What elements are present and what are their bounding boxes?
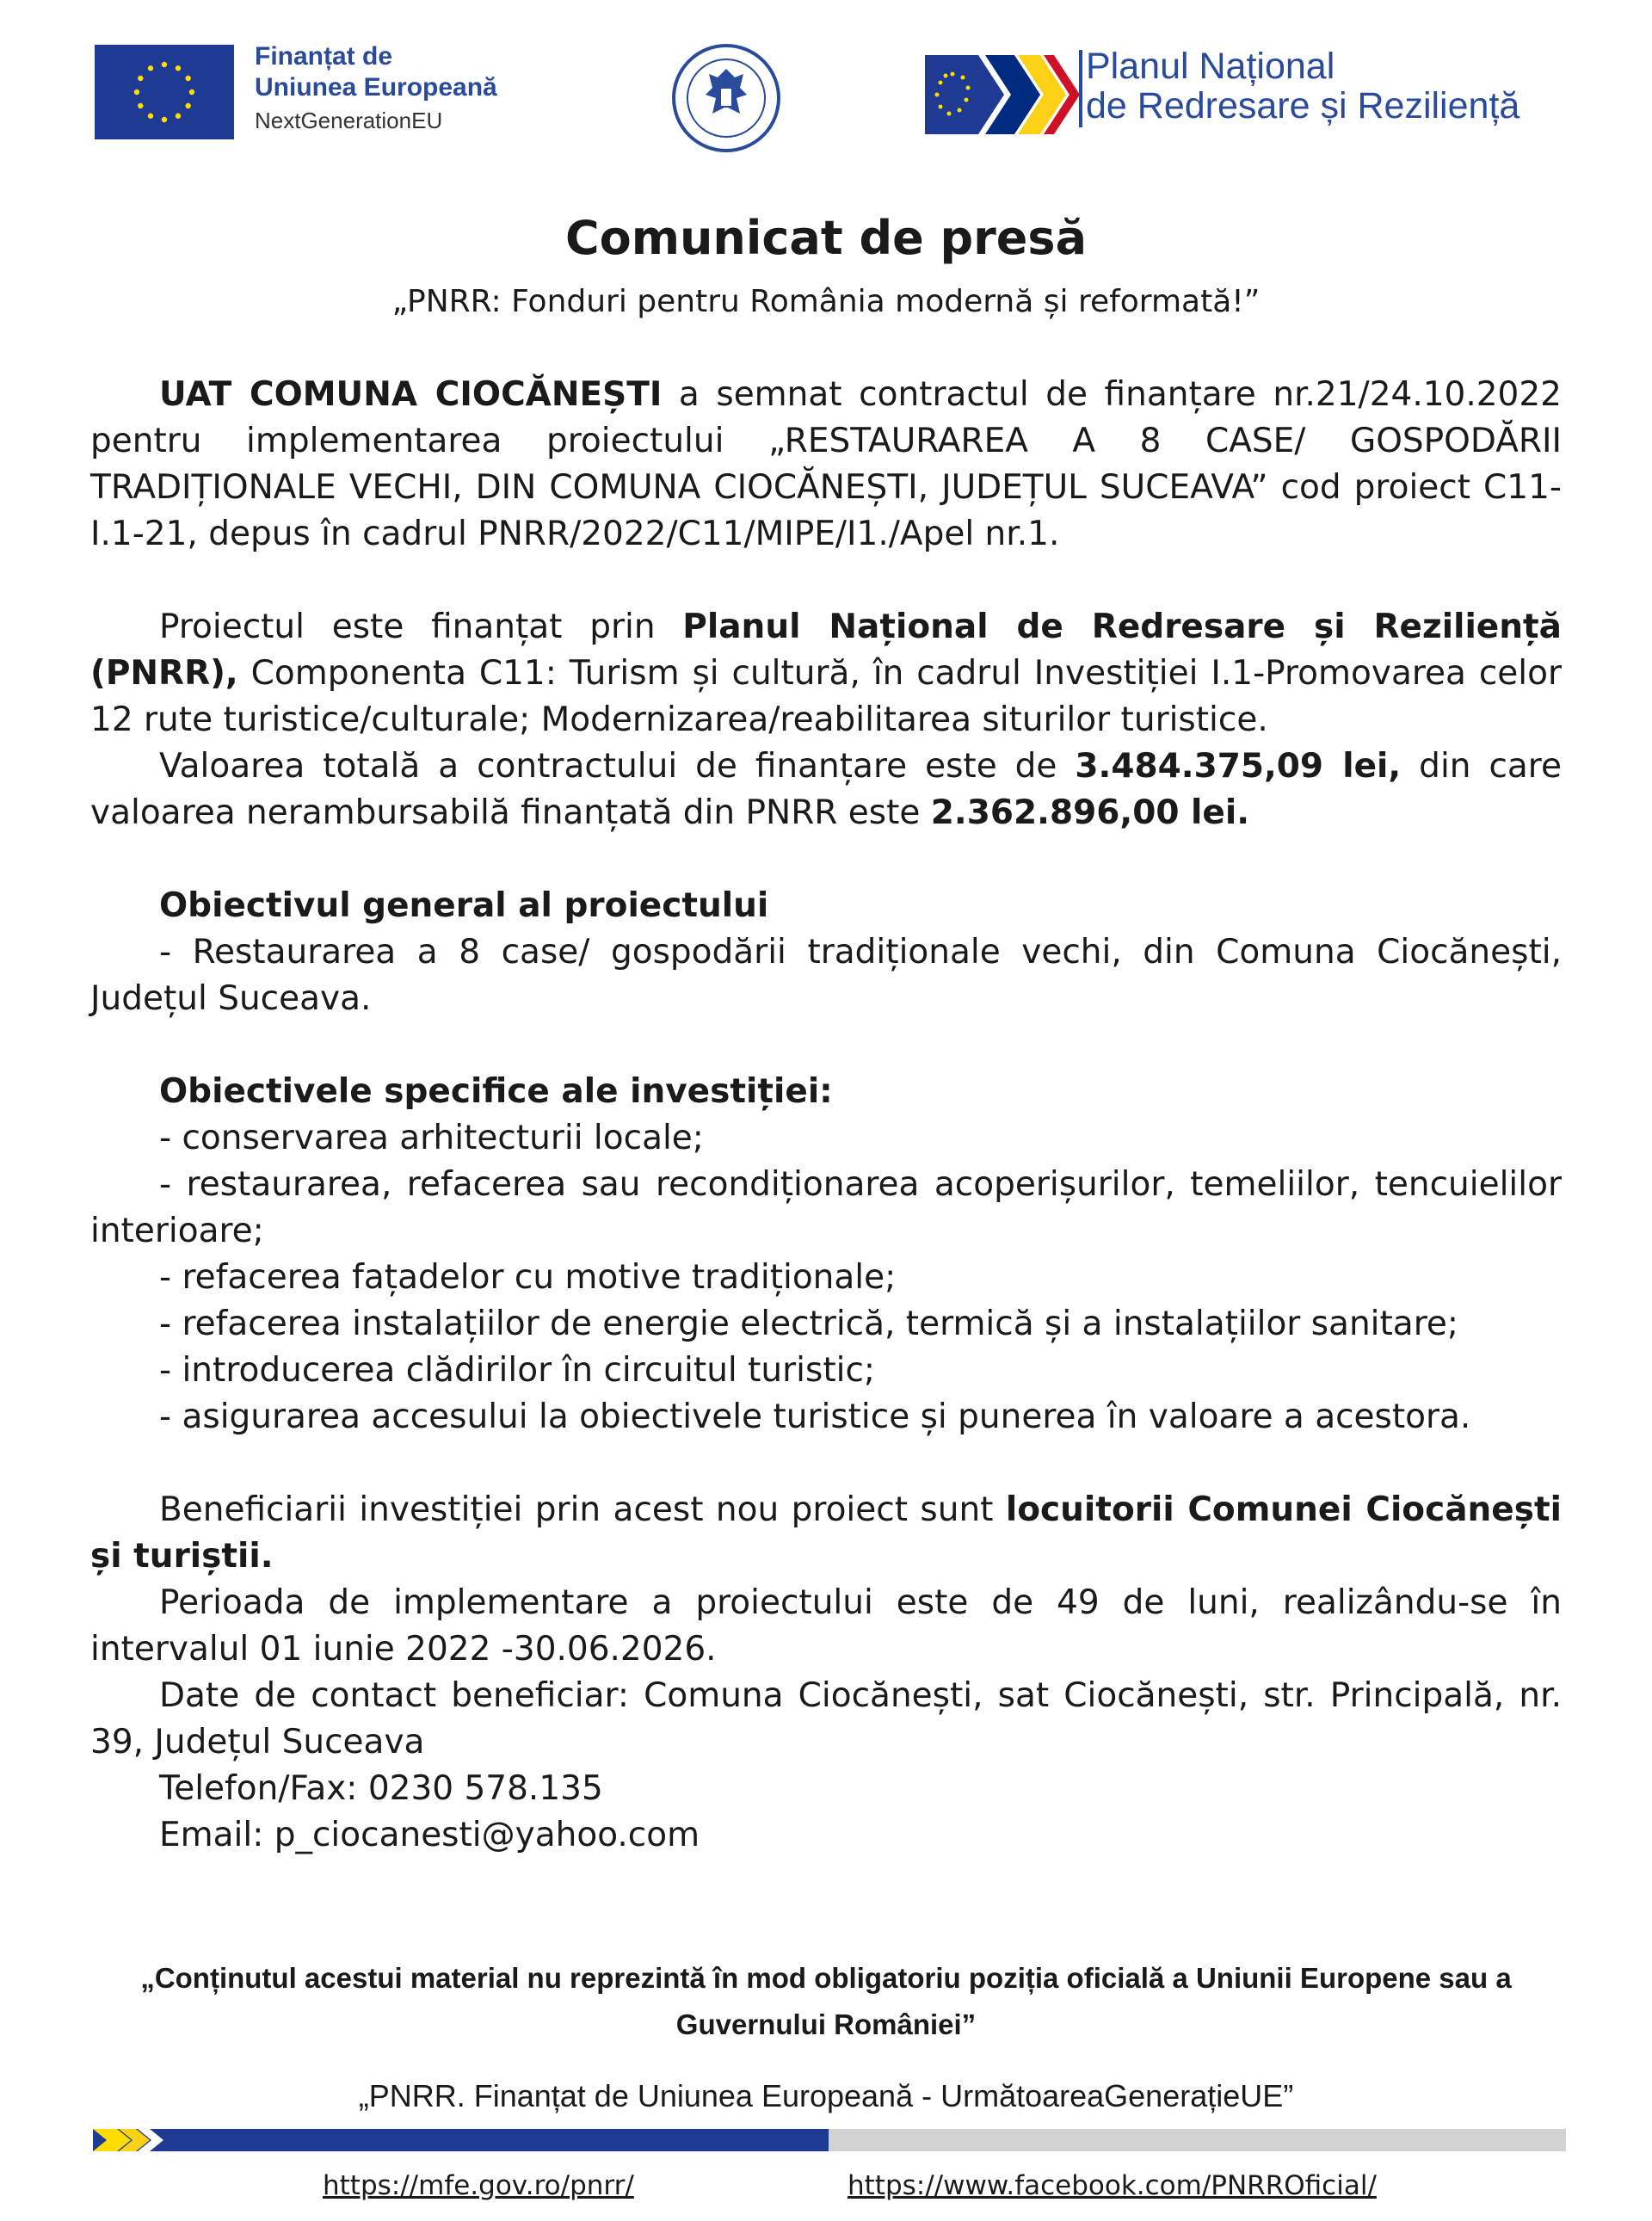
eu-star-icon <box>186 103 191 108</box>
beneficiaries-bold: locuitorii Comunei Ciocănești și turiștii. <box>90 1490 1562 1576</box>
header <box>0 34 1652 155</box>
specific-objectives-heading: Obiectivele specifice ale investiției: <box>159 1072 833 1111</box>
pnrr-line-1: Planul Național <box>1086 46 1335 87</box>
eu-star-icon <box>162 117 167 122</box>
contact-address: Date de contact beneficiar: Comuna Ciocănești, sat Ciocănești, str. Principală, nr. 39, Județul Suceava <box>90 1676 1562 1761</box>
general-objective-heading: Obiectivul general al proiectului <box>159 886 769 925</box>
list-item: - asigurarea accesului la obiectivele turistice și punerea în valoare a acestora. <box>159 1397 1471 1436</box>
eu-star-icon <box>176 65 181 71</box>
general-objective-text: - Restaurarea a 8 case/ gospodării tradiționale vechi, din Comuna Ciocănești, Județul Suceava. <box>90 933 1562 1018</box>
list-item: - restaurarea, refacerea sau recondiționarea acoperișurilor, temeliilor, tencuielilor interioare; <box>90 1165 1562 1250</box>
contact-email: Email: p_ciocanesti@yahoo.com <box>159 1816 700 1854</box>
list-item: - refacerea fațadelor cu motive tradiționale; <box>159 1258 897 1297</box>
eu-star-icon <box>138 103 143 108</box>
pnrr-line-2: de Redresare și Reziliență <box>1086 85 1520 126</box>
mfe-link[interactable]: https://mfe.gov.ro/pnrr/ <box>323 2170 634 2201</box>
pnrr-label <box>1086 46 1519 126</box>
funding-text-2: Componenta C11: Turism și cultură, în cadrul Investiției I.1-Promovarea celor 12 rute turistice/culturale; Modernizarea/reabilitarea siturilor turistice. <box>90 654 1562 739</box>
beneficiaries-paragraph <box>90 1487 1562 1580</box>
period-paragraph: Perioada de implementare a proiectului este de 49 de luni, realizându-se în intervalul 01 iunie 2022 -30.06.2026. <box>90 1583 1562 1669</box>
value-text-1: Valoarea totală a contractului de finanțare este de <box>159 747 1076 786</box>
eu-star-icon <box>148 114 153 119</box>
list-item: - introducerea clădirilor în circuitul turistic; <box>159 1351 876 1390</box>
footer-tagline: „PNRR. Finanțat de Uniunea Europeană - UrmătoareaGenerațieUE” <box>358 2078 1294 2113</box>
total-value: 3.484.375,09 lei, <box>1075 747 1402 786</box>
disclaimer: „Conținutul acestui material nu reprezintă în mod obligatoriu poziția oficială a Uniunii Europene sau a Guvernului României” <box>140 1962 1512 2040</box>
list-item: - conservarea arhitecturii locale; <box>159 1119 704 1157</box>
facebook-link[interactable]: https://www.facebook.com/PNRROficial/ <box>848 2170 1377 2201</box>
eu-line-1: Finanțat de <box>255 42 393 71</box>
contact-phone: Telefon/Fax: 0230 578.135 <box>159 1769 603 1808</box>
pnrr-divider <box>1079 50 1082 127</box>
eu-line-2: Uniunea Europeană <box>255 73 497 102</box>
beneficiaries-text: Beneficiarii investiției prin acest nou proiect sunt <box>159 1490 1006 1529</box>
page-title: Comunicat de presă <box>564 211 1088 265</box>
pnrr-name: Planul Național de Redresare și Reziliență (PNRR), <box>90 608 1562 693</box>
value-paragraph <box>90 743 1562 836</box>
pnrr-logo-icon <box>925 43 1080 146</box>
press-release-body <box>90 372 1562 1859</box>
footer-bar <box>93 2125 1566 2155</box>
eu-star-icon <box>189 89 194 95</box>
contract-text: a semnat contractul de finanțare nr.21/24.10.2022 pentru implementarea proiectului „RESTAURAREA A 8 CASE/ GOSPODĂRII TRADIȚIONALE VECHI, DIN COMUNA CIOCĂNEȘTI, JUDEȚUL SUCEAVA” cod proiect C11-I.1-21, depus în cadrul PNRR/2022/C11/MIPE/I1./Apel nr.1. <box>90 375 1562 553</box>
eu-line-3: NextGenerationEU <box>255 108 443 133</box>
eu-star-icon <box>186 76 191 81</box>
eu-funding-label <box>255 41 497 136</box>
government-seal-icon <box>671 43 781 153</box>
page-subtitle: „PNRR: Fonduri pentru România modernă și reformată!” <box>391 284 1261 319</box>
eu-star-icon <box>162 62 167 67</box>
eu-flag-icon <box>95 45 234 139</box>
funding-text-1: Proiectul este finanțat prin <box>159 608 683 646</box>
eu-star-icon <box>176 114 181 119</box>
eu-star-icon <box>134 89 139 95</box>
list-item: - refacerea instalațiilor de energie electrică, termică și a instalațiilor sanitare; <box>159 1305 1459 1343</box>
eu-star-icon <box>148 65 153 71</box>
grant-value: 2.362.896,00 lei. <box>930 793 1250 832</box>
beneficiary-name: UAT COMUNA CIOCĂNEȘTI <box>159 375 663 414</box>
funding-paragraph <box>90 604 1562 743</box>
value-text-2: din care valoarea nerambursabilă finanțată din PNRR este <box>90 747 1562 832</box>
contract-paragraph <box>90 372 1562 558</box>
eu-star-icon <box>138 76 143 81</box>
